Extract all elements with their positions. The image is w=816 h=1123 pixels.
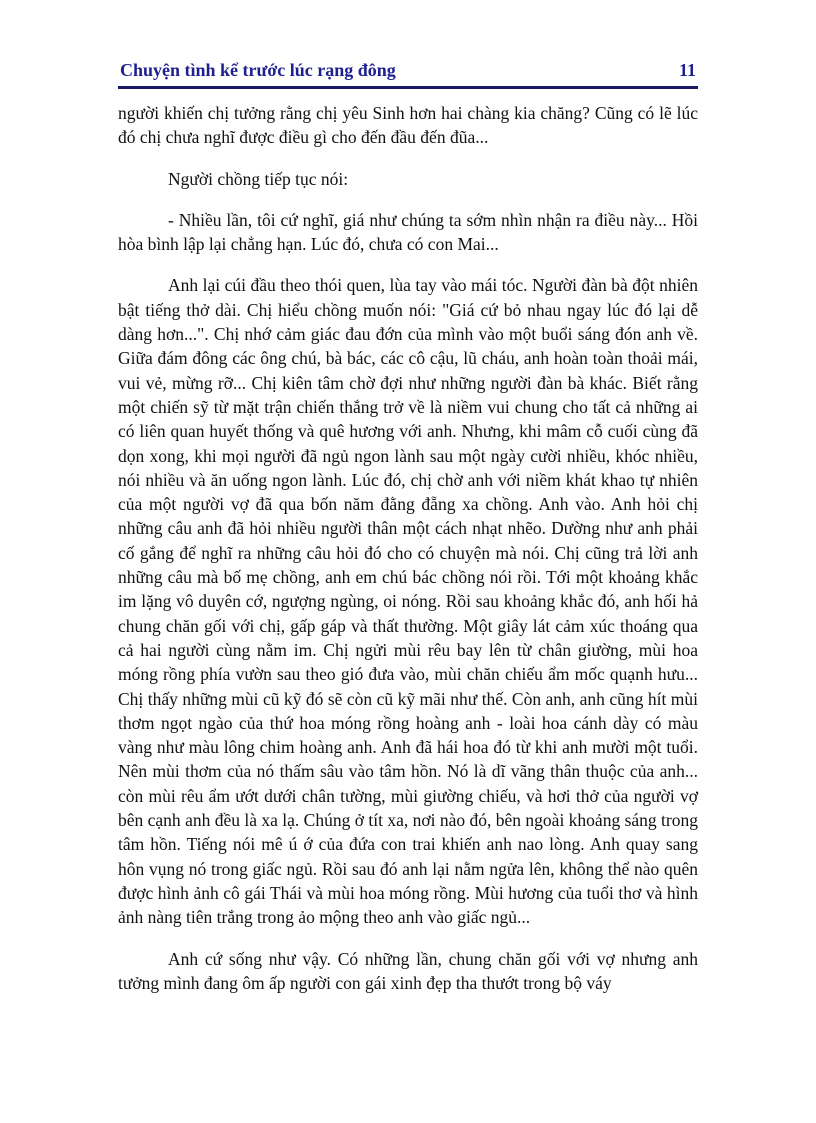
paragraph: Anh cứ sống như vậy. Có những lần, chung chăn gối với vợ nhưng anh tưởng mình đang ôm ấp người con gái xinh đẹp tha thướt trong bộ váy — [118, 948, 698, 993]
paragraph: Người chồng tiếp tục nói: — [168, 168, 349, 189]
page-number: 11 — [678, 60, 696, 80]
paragraph-continuation: người khiến chị tưởng rằng chị yêu Sinh hơn hai chàng kia chăng? Cũng có lẽ lúc đó chị chưa nghĩ được điều gì cho đến đầu đến đũa... — [118, 103, 698, 148]
paragraph: Anh lại cúi đầu theo thói quen, lùa tay vào mái tóc. Người đàn bà đột nhiên bật tiếng thở dài. Chị hiểu chồng muốn nói: "Giá cứ bỏ nhau ngay lúc đó lại dễ dàng hơn...". Chị nhớ cảm giác đau đớn của mình vào một buổi sáng đón anh về. Giữa đám đông các ông chú, bà bác, các cô cậu, lũ cháu, anh hoàn toàn thoải mái, vui vẻ, mừng rỡ... Chị kiên tâm chờ đợi như những người đàn bà khác. Biết rằng một chiến sỹ từ mặt trận chiến thắng trở về là niềm vui chung cho tất cả những ai có liên quan huyết thống và quê hương với anh. Nhưng, khi mâm cỗ cuối cùng đã dọn xong, khi mọi người đã ngủ ngon lành sau một ngày cười nhiều, khóc nhiều, nói nhiều và ăn uống ngon lành. Lúc đó, chị chờ anh với niềm khát khao tự nhiên của một người vợ đã qua bốn năm đằng đẵng xa chồng. Anh vào. Anh hỏi chị những câu anh đã hỏi nhiều người thân một cách nhạt nhẽo. Dường như anh phải cố gắng để nghĩ ra những câu hỏi đó cho có chuyện mà nói. Chị cũng trả lời anh những câu mà bố mẹ chồng, anh em chú bác chồng nói rồi. Tới một khoảng khắc im lặng vô duyên cớ, ngượng ngùng, oi nóng. Rồi sau khoảng khắc đó, anh hối hả chung chăn gối với chị, gấp gáp và thất thường. Một giây lát cảm xúc thoáng qua cả hai người cùng nằm im. Chị ngửi mùi rêu bay lên từ chân giường, mùi hoa móng rồng phía vườn sau theo gió đưa vào, mùi chăn chiếu ẩm mốc quạnh hưu... Chị thấy những mùi cũ kỹ đó sẽ còn cũ kỹ mãi như thế. Còn anh, anh cũng hít mùi thơm ngọt ngào của thứ hoa móng rồng hoàng anh - loài hoa cánh dày có màu vàng như màu lông chim hoàng anh. Anh đã hái hoa đó từ khi anh mười một tuổi. Nên mùi thơm của nó thấm sâu vào tâm hồn. Nó là dĩ vãng thân thuộc của anh... còn mùi rêu ẩm ướt dưới chân tường, mùi giường chiếu, và hơi thở của người vợ bên cạnh anh đều là xa lạ. Chúng ở tít xa, nơi nào đó, bên ngoài khoảng sáng trong tâm hồn. Tiếng nói mê ú ớ của đứa con trai khiến anh nao lòng. Anh quay sang hôn vụng nó trong giấc ngủ. Rồi sau đó anh lại nằm ngửa lên, không thể nào quên được hình ảnh cô gái Thái và mùi hoa móng rồng. Mùi hương của tuổi thơ và hình ảnh nàng tiên trắng trong ảo mộng theo anh vào giấc ngủ... — [118, 275, 698, 928]
body-text — [118, 101, 698, 1012]
running-title: Chuyện tình kể trước lúc rạng đông — [120, 60, 396, 80]
page-header — [118, 58, 698, 89]
paragraph-dialogue: - Nhiều lần, tôi cứ nghĩ, giá như chúng ta sớm nhìn nhận ra điều này... Hồi hòa bình lập lại chẳng hạn. Lúc đó, chưa có con Mai... — [118, 209, 698, 255]
